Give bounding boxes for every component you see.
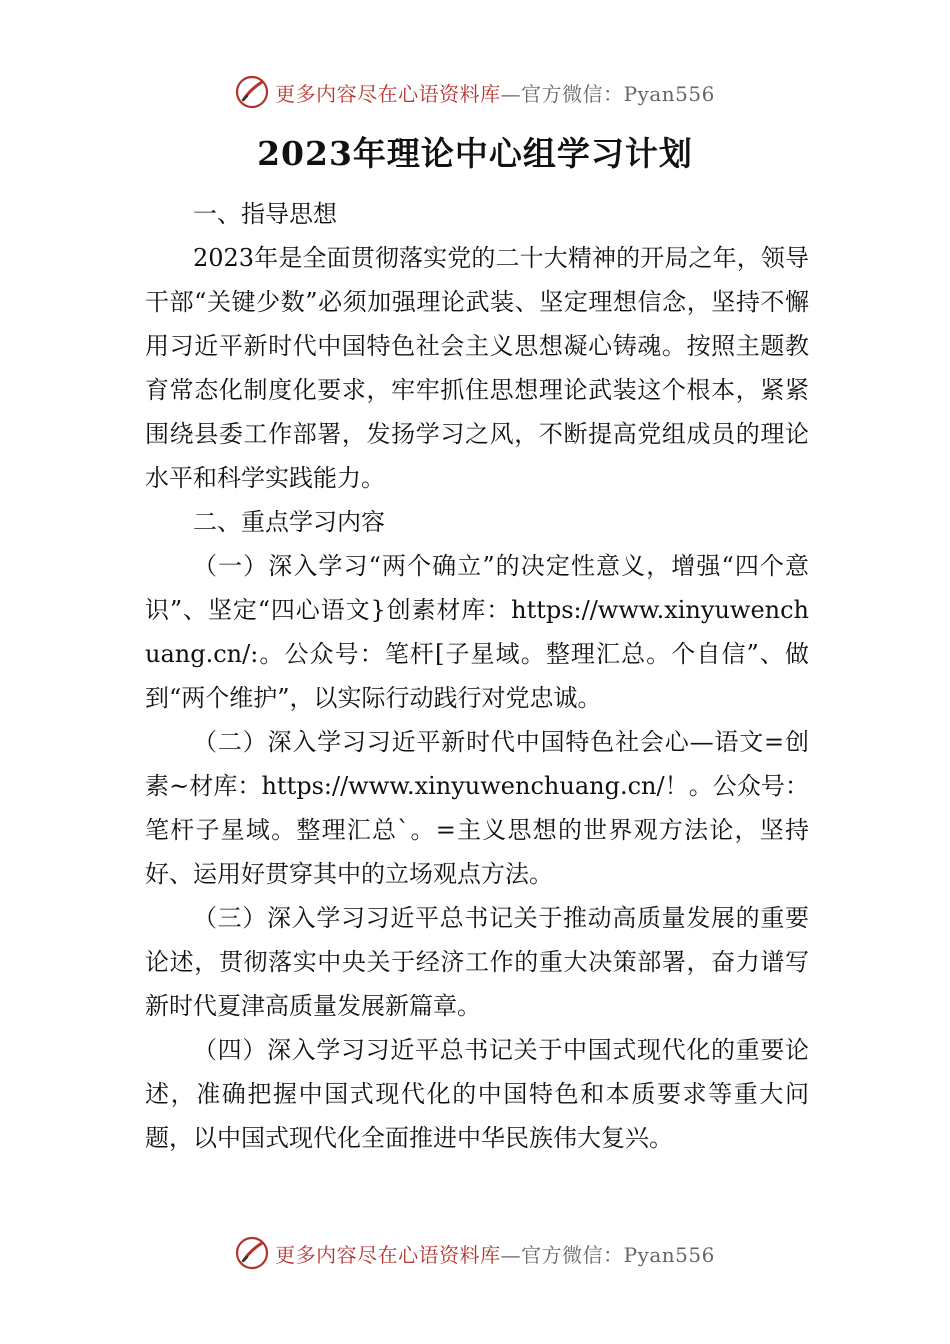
banner-red-text: 更多内容尽在心语资料库 — [275, 81, 501, 106]
document-title: 2023年理论中心组学习计划 — [257, 134, 693, 173]
banner-red-text: 更多内容尽在心语资料库 — [275, 1242, 501, 1267]
paragraph-item-1: （一）深入学习“两个确立”的决定性意义，增强“四个意识”、坚定“四心语文}创素材库：https://www.xinyuwenchuang.cn/:。公众号：笔杆[子星域。整理汇总。个自信”、做到“两个维护”，以实际行动践行对党忠诚。 — [145, 552, 809, 712]
banner-gray-text: —官方微信：Pyan556 — [500, 1242, 715, 1267]
document-body — [145, 192, 809, 1160]
banner-text — [275, 1239, 715, 1268]
footer-banner — [0, 1231, 950, 1275]
paragraph-item-2: （二）深入学习习近平新时代中国特色社会心—语文=创素~材库：https://www.xinyuwenchuang.cn/！。公众号：笔杆子星域。整理汇总`。=主义思想的世界观方法论，坚持好、运用好贯穿其中的立场观点方法。 — [145, 728, 809, 888]
section-heading-guiding-thought: 一、指导思想 — [193, 200, 337, 228]
banner-text — [275, 78, 715, 107]
brush-logo-icon — [235, 75, 269, 109]
paragraph-item-4: （四）深入学习习近平总书记关于中国式现代化的重要论述，准确把握中国式现代化的中国特色和本质要求等重大问题，以中国式现代化全面推进中华民族伟大复兴。 — [145, 1036, 809, 1152]
paragraph-item-3: （三）深入学习习近平总书记关于推动高质量发展的重要论述，贯彻落实中央关于经济工作的重大决策部署，奋力谱写新时代夏津高质量发展新篇章。 — [145, 904, 809, 1020]
section-heading-key-content: 二、重点学习内容 — [193, 508, 385, 536]
header-banner — [0, 70, 950, 114]
banner-gray-text: —官方微信：Pyan556 — [500, 81, 715, 106]
brush-logo-icon — [235, 1236, 269, 1270]
paragraph-guiding-thought: 2023年是全面贯彻落实党的二十大精神的开局之年，领导干部“关键少数”必须加强理论武装、坚定理想信念，坚持不懈用习近平新时代中国特色社会主义思想凝心铸魂。按照主题教育常态化制度化要求，牢牢抓住思想理论武装这个根本，紧紧围绕县委工作部署，发扬学习之风，不断提高党组成员的理论水平和科学实践能力。 — [145, 244, 809, 492]
